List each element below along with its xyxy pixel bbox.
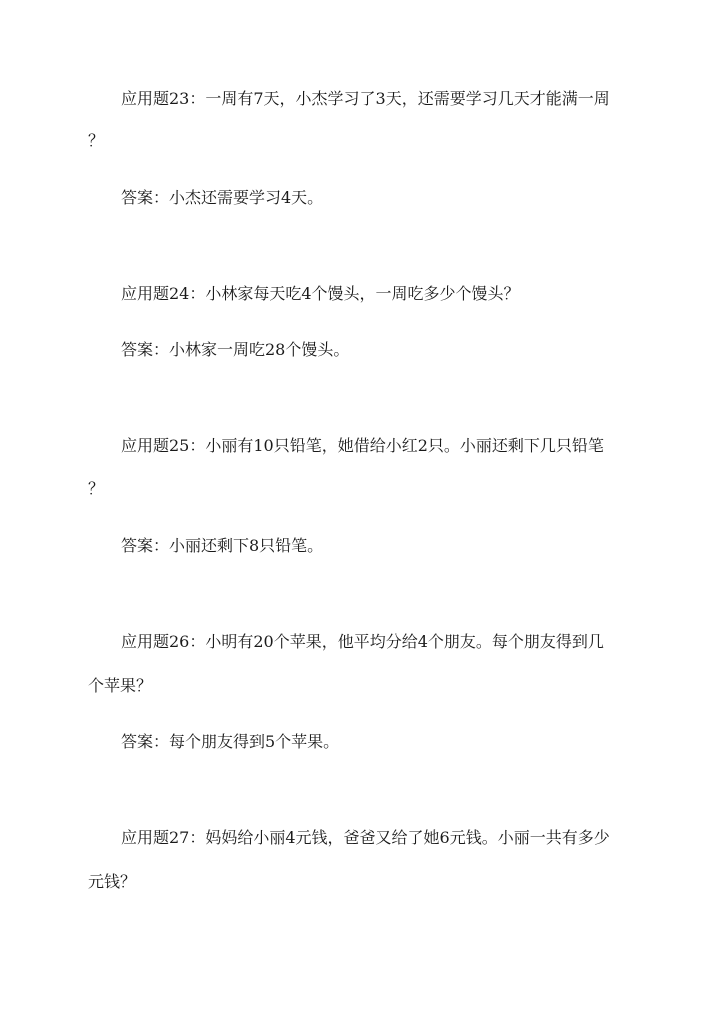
problem-26-answer: 答案：每个朋友得到5个苹果。	[121, 732, 340, 751]
problem-26-question-line-2: 个苹果？	[88, 676, 153, 695]
problem-25-question-line-2: ？	[88, 479, 105, 498]
problem-26-question-line-1: 应用题26：小明有20个苹果，他平均分给4个朋友。每个朋友得到几	[121, 632, 604, 651]
problem-24-question-line-1: 应用题24：小林家每天吃4个馒头，一周吃多少个馒头？	[121, 284, 520, 303]
problem-27-question-line-1: 应用题27：妈妈给小丽4元钱，爸爸又给了她6元钱。小丽一共有多少	[121, 828, 610, 847]
problem-23-question-line-1: 应用题23：一周有7天，小杰学习了3天，还需要学习几天才能满一周	[121, 89, 610, 108]
problem-24-answer: 答案：小林家一周吃28个馒头。	[121, 340, 350, 359]
problem-25-answer: 答案：小丽还剩下8只铅笔。	[121, 536, 324, 555]
problem-25-question-line-1: 应用题25：小丽有10只铅笔，她借给小红2只。小丽还剩下几只铅笔	[121, 436, 604, 455]
problem-23-question-line-2: ？	[88, 131, 105, 150]
problem-23-answer: 答案：小杰还需要学习4天。	[121, 188, 324, 207]
problem-27-question-line-2: 元钱？	[88, 872, 137, 891]
